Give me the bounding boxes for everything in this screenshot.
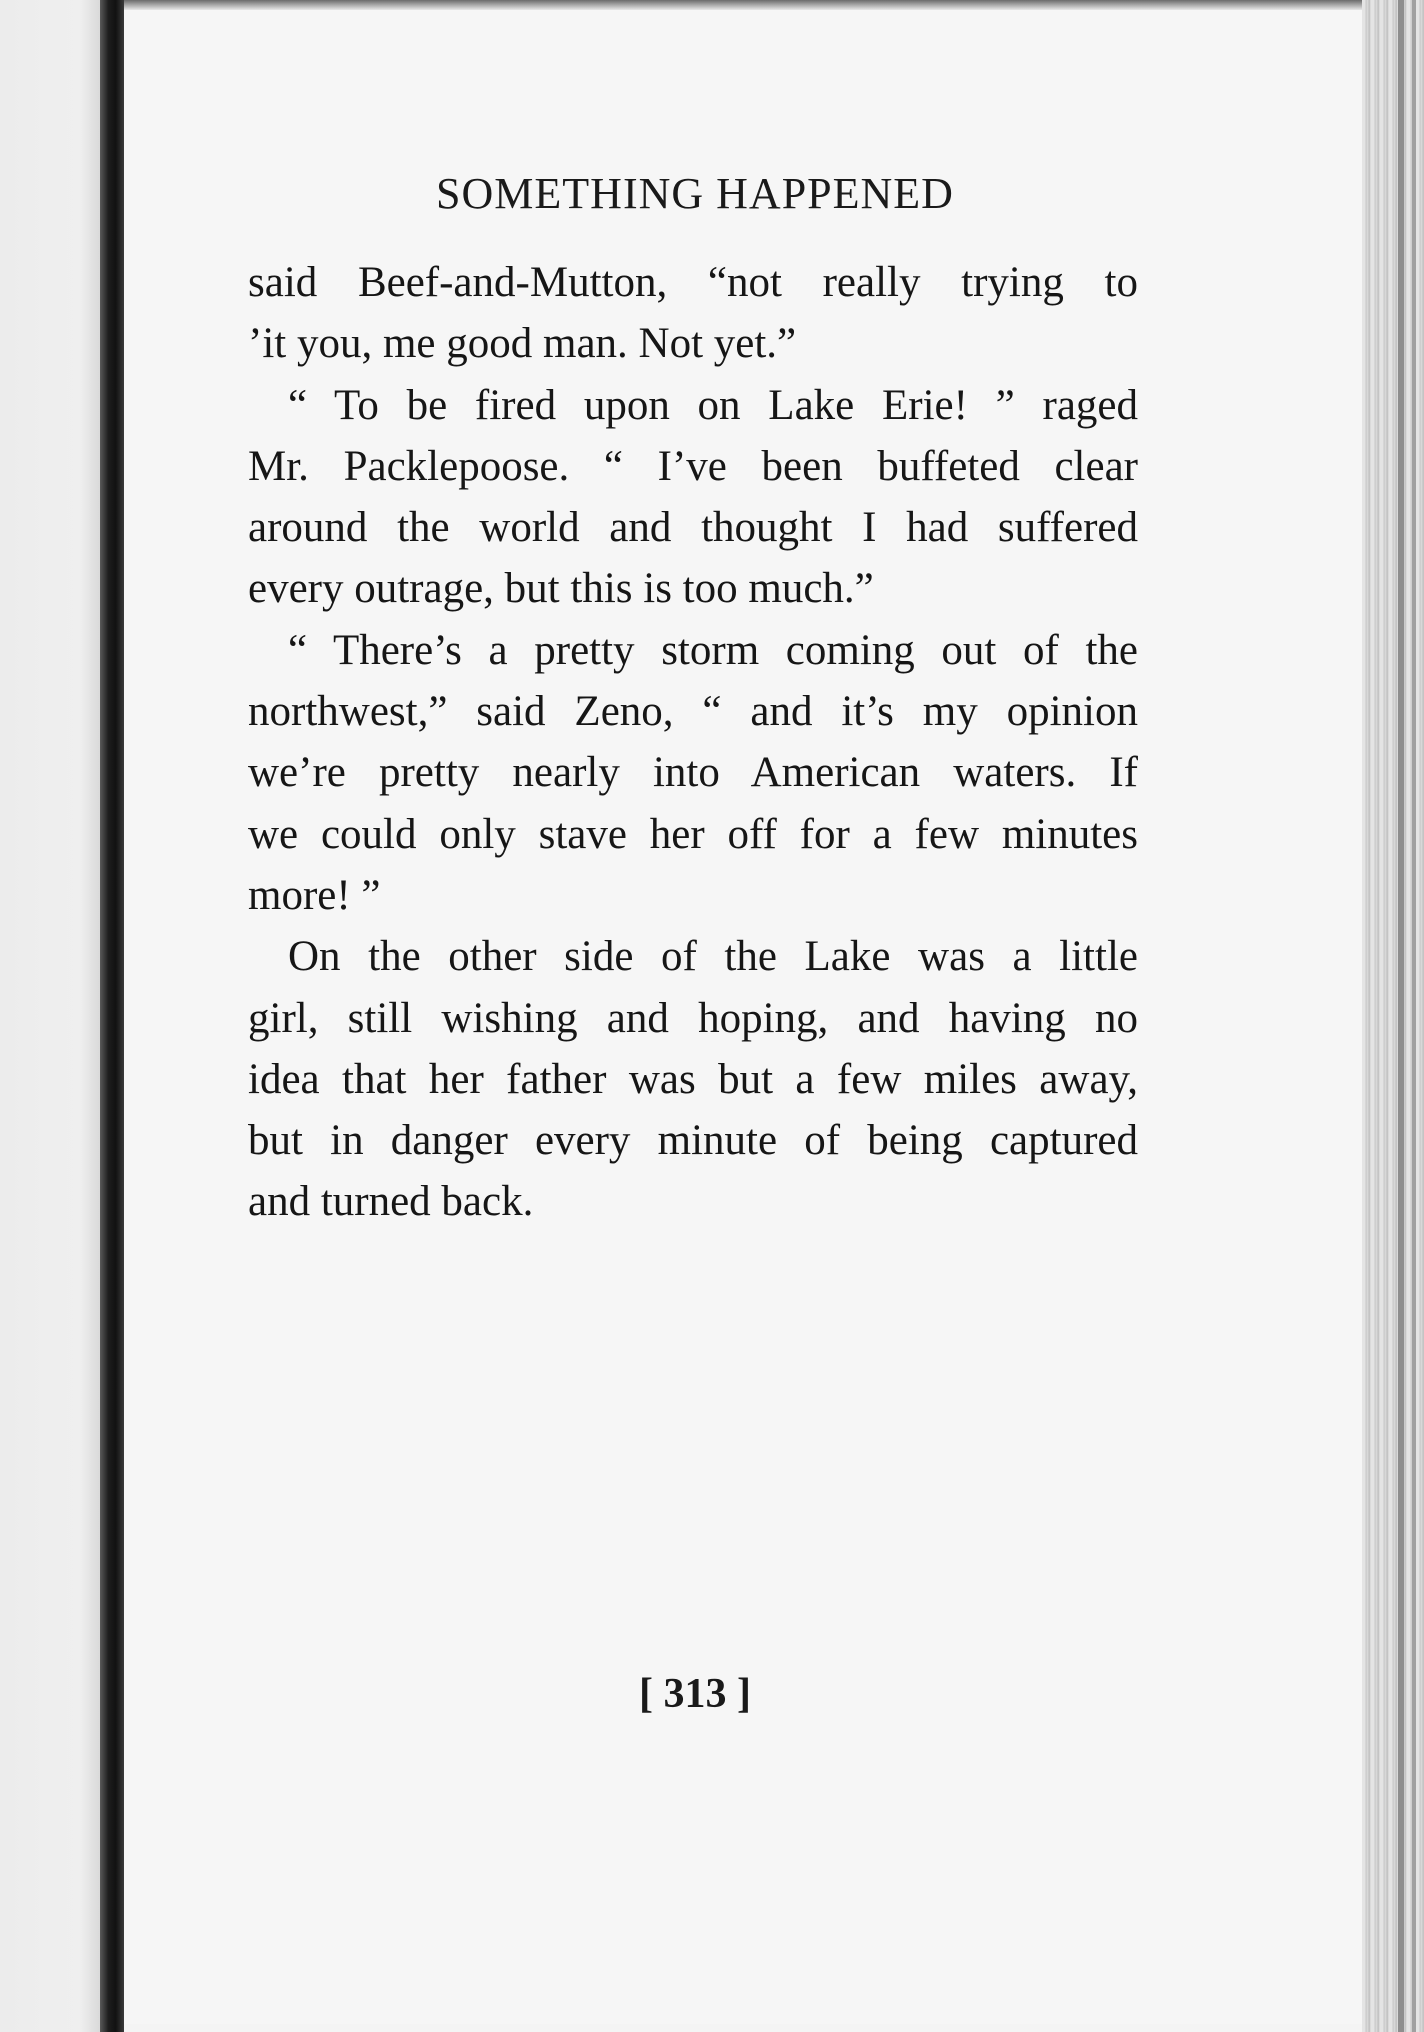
text-line: around the world and thought I had suffered xyxy=(248,504,1138,552)
previous-page-edge xyxy=(0,0,100,2032)
text-line: more! ” xyxy=(248,871,381,919)
page-number: [ 313 ] xyxy=(639,1671,751,1717)
page-edge-line xyxy=(1398,0,1404,2032)
text-line: northwest,” said Zeno, “ and it’s my opinion xyxy=(248,688,1138,736)
top-shadow xyxy=(100,0,1370,10)
text-line: every outrage, but this is too much.” xyxy=(248,565,874,613)
text-line: On the other side of the Lake was a little xyxy=(288,933,1138,981)
text-line: we could only stave her off for a few minutes xyxy=(248,810,1138,858)
page-edge-line xyxy=(1412,0,1416,2032)
text-line: “ There’s a pretty storm coming out of the xyxy=(288,626,1138,674)
text-line: and turned back. xyxy=(248,1178,534,1226)
text-line: we’re pretty nearly into American waters. If xyxy=(248,749,1138,797)
text-line: girl, still wishing and hoping, and having no xyxy=(248,994,1138,1042)
book-spine-gutter xyxy=(100,0,124,2032)
text-line: ’it you, me good man. Not yet.” xyxy=(248,320,797,368)
text-line: said Beef-and-Mutton, “not really trying to xyxy=(248,259,1138,306)
running-head: SOMETHING HAPPENED xyxy=(436,169,954,218)
text-line: “ To be fired upon on Lake Erie! ” raged xyxy=(288,381,1138,429)
text-line: but in danger every minute of being captured xyxy=(248,1117,1138,1165)
body-text xyxy=(248,252,1138,1233)
text-line: idea that her father was but a few miles away, xyxy=(248,1055,1138,1103)
text-line: Mr. Packlepoose. “ I’ve been buffeted clear xyxy=(248,442,1138,490)
